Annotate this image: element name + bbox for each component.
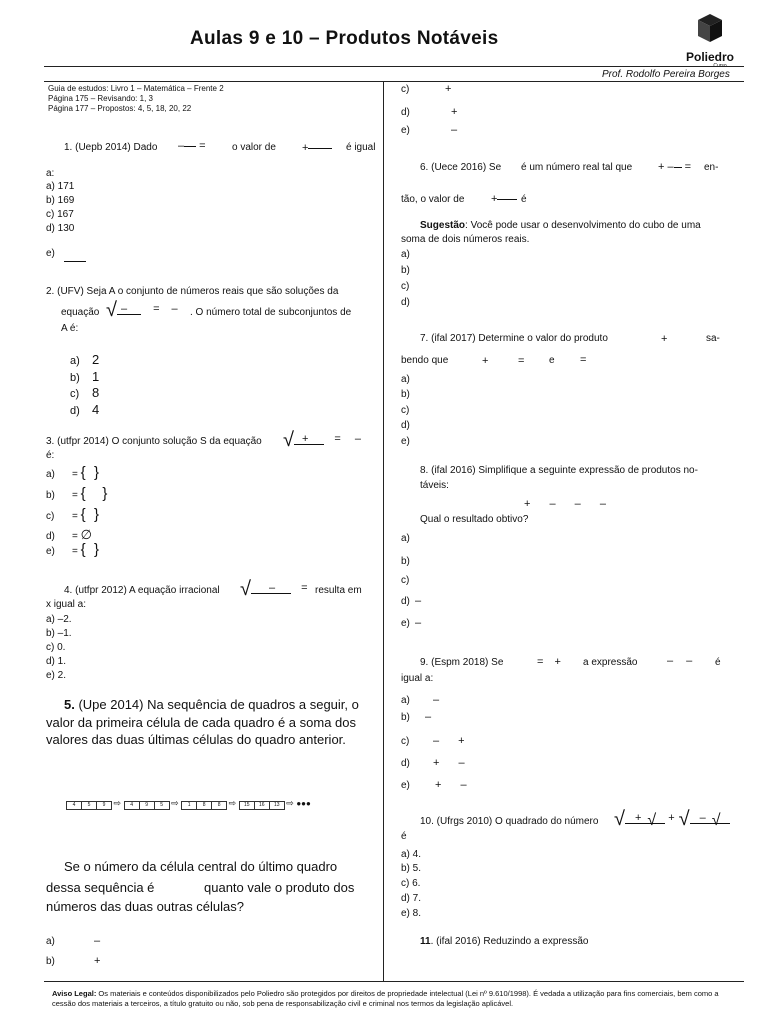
q7-expression-3: =	[518, 355, 525, 367]
q5-option-e: e) –	[401, 124, 458, 136]
q7-expression-2: +	[482, 355, 489, 367]
q8-line-3: Qual o resultado obtivo?	[420, 514, 529, 525]
q4-equation: √ – =	[240, 578, 308, 600]
q2-option-b: b) 1	[70, 368, 100, 384]
q9-expression-2: – –	[667, 655, 693, 667]
q9-option-a: a) –	[401, 694, 440, 706]
sqrt-icon: √	[106, 299, 117, 321]
q6-expression-2: +	[491, 193, 517, 205]
arrow-right-icon: ⇨	[113, 798, 122, 808]
q1-cont: a:	[46, 168, 55, 179]
q8-option-d: d) –	[401, 595, 422, 607]
guide-line-1: Guia de estudos: Livro 1 – Matemática – Frente 2	[48, 84, 224, 93]
q10-line-2: é	[401, 831, 407, 842]
q4-option-e: e) 2.	[46, 670, 67, 681]
q9-option-e: e) + –	[401, 779, 467, 791]
q1-option-e: e)	[46, 248, 55, 259]
q1-option-b: b) 169	[46, 195, 75, 206]
q8-line-1: 8. (ifal 2016) Simplifique a seguinte expressão de produtos no-	[420, 465, 698, 476]
q7-option-c: c)	[401, 405, 410, 416]
q6-hint-1: Sugestão: Você pode usar o desenvolvimento do cubo de uma	[420, 220, 701, 231]
arrow-right-icon: ⇨	[171, 798, 179, 808]
q7-line-1a: 7. (ifal 2017) Determine o valor do produto	[420, 333, 608, 344]
q7-line-2b: e	[549, 355, 555, 366]
q5-prompt-1: Se o número da célula central do último quadro	[64, 859, 338, 874]
author-line: Prof. Rodolfo Pereira Borges	[602, 69, 730, 80]
sequence-frame-2: 4 9 5	[124, 798, 169, 808]
q1-option-a: a) 171	[46, 181, 75, 192]
q10-option-b: b) 5.	[401, 863, 422, 874]
q7-expression-1: +	[661, 333, 668, 345]
q2-option-c: c) 8	[70, 385, 100, 400]
q8-option-c: c)	[401, 575, 410, 586]
sequence-frame-3: 1 8 8	[181, 798, 226, 808]
arrow-right-icon: ⇨	[228, 798, 237, 808]
q3-option-e: e) = { }	[46, 541, 99, 558]
q2-options	[70, 352, 99, 418]
q6-option-b: b)	[401, 265, 410, 276]
q10-option-c: c) 6.	[401, 878, 421, 889]
q7-line-1b: sa-	[706, 333, 720, 344]
q1-option-c: c) 167	[46, 209, 74, 220]
q3-line-1: 3. (utfpr 2014) O conjunto solução S da equação	[46, 436, 262, 447]
q3-option-c: c) = { }	[46, 506, 99, 523]
q10-expression: √ + √ + √ – √	[614, 809, 753, 831]
q4-option-b: b) –1.	[46, 628, 72, 639]
q6-option-c: c)	[401, 281, 410, 292]
q5-line-2: valor da primeira célula de cada quadro é a soma dos	[46, 715, 357, 730]
empty-set-icon: ∅	[80, 527, 92, 542]
q9-option-c: c) – +	[401, 735, 465, 747]
poliedro-logo	[680, 12, 740, 64]
q5-line-3: valores das duas últimas células do quadro anterior.	[46, 732, 346, 747]
sqrt-icon: √	[678, 808, 690, 830]
q4-line-1a: 4. (utfpr 2012) A equação irracional	[64, 585, 220, 596]
q4-line-2: x igual a:	[46, 599, 87, 610]
q9-line-1b: a expressão	[583, 657, 638, 668]
q8-option-e: e) –	[401, 617, 422, 629]
q6-line-1b: é um número real tal que	[521, 162, 633, 173]
q4-line-1b: resulta em	[315, 585, 362, 596]
q10-option-e: e) 8.	[401, 908, 422, 919]
sequence-frame-1: 4 5 9	[66, 798, 111, 808]
q7-option-b: b)	[401, 389, 410, 400]
arrow-right-icon: ⇨	[286, 798, 294, 808]
q7-expression-4: =	[580, 354, 587, 366]
q1-expression-1: – =	[178, 140, 206, 152]
q2-option-a: a) 2	[70, 352, 100, 367]
q6-line-2a: tão, o valor de	[401, 194, 465, 205]
q9-expression-1: = +	[537, 656, 561, 668]
legal-line-1: Os materiais e conteúdos disponibilizados pelo Poliedro são protegidos por direitos de propriedade intelectual (Lei nº 9.610/1998). É vedada a utilização para fins comerciais, bem como a	[96, 989, 719, 998]
q5-prompt-2b: quanto vale o produto dos	[204, 880, 355, 895]
q1-expression-2: +	[302, 142, 332, 154]
q10-line-1: 10. (Ufrgs 2010) O quadrado do número	[420, 816, 599, 827]
cube-logo-icon	[680, 12, 740, 46]
sqrt-icon: √	[283, 429, 294, 451]
q10-option-d: d) 7.	[401, 893, 422, 904]
q9-line-1c: é	[715, 657, 721, 668]
q6-option-a: a)	[401, 249, 410, 260]
q3-option-b: b) = { }	[46, 485, 108, 502]
q5-prompt-2a: dessa sequência é	[46, 880, 155, 895]
sqrt-icon: √	[614, 808, 625, 830]
q1-option-e-fraction	[64, 253, 86, 271]
q6-expression-1: + – =	[658, 161, 692, 173]
q2-line-3: A é:	[61, 323, 79, 334]
q5-option-c: c) +	[401, 83, 452, 95]
q2-line-2b: . O número total de subconjuntos de	[190, 307, 352, 318]
q5-line-1: 5. (Upe 2014) Na sequência de quadros a seguir, o	[64, 697, 359, 712]
q7-option-e: e)	[401, 436, 410, 447]
q5-option-a: a) –	[46, 935, 101, 947]
q2-option-d: d) 4	[70, 401, 100, 417]
sqrt-icon: √	[240, 578, 251, 600]
q6-line-1c: en-	[704, 162, 719, 173]
q9-option-d: d) + –	[401, 757, 465, 769]
page-title: Aulas 9 e 10 – Produtos Notáveis	[190, 28, 499, 49]
column-divider	[383, 81, 384, 981]
q3-equation: √ + = –	[283, 429, 361, 451]
q5-option-b: b) +	[46, 955, 101, 967]
guide-line-3: Página 177 – Propostos: 4, 5, 18, 20, 22	[48, 104, 192, 113]
q8-expression: + – – –	[524, 498, 606, 510]
q1-end: é igual	[346, 142, 376, 153]
q1-mid: o valor de	[232, 142, 276, 153]
q7-option-d: d)	[401, 420, 410, 431]
footer-rule	[44, 981, 744, 982]
legal-notice	[52, 989, 732, 1009]
q2-line-2a: equação	[61, 307, 100, 318]
q9-line-1a: 9. (Espm 2018) Se	[420, 657, 504, 668]
q9-line-2: igual a:	[401, 673, 434, 684]
q4-option-d: d) 1.	[46, 656, 67, 667]
logo-text: Poliedro	[685, 50, 734, 64]
legal-line-2: cessão dos materiais a terceiros, a título gratuito ou não, sob pena de responsabilização civil e criminal nos termos da legislação aplicável.	[52, 999, 514, 1008]
q4-option-a: a) –2.	[46, 614, 72, 625]
q1-option-d: d) 130	[46, 223, 75, 234]
ellipsis-icon: ●●●	[296, 799, 311, 808]
q5-sequence	[66, 798, 311, 810]
q5-option-d: d) +	[401, 106, 458, 118]
header-rule	[44, 66, 744, 67]
q8-option-b: b)	[401, 556, 410, 567]
q7-line-2a: bendo que	[401, 355, 449, 366]
q9-option-b: b) –	[401, 711, 432, 723]
legal-label: Aviso Legal:	[52, 989, 97, 998]
q3-line-2: é:	[46, 450, 55, 461]
q10-option-a: a) 4.	[401, 849, 422, 860]
q6-line-1a: 6. (Uece 2016) Se	[420, 162, 502, 173]
header-rule-2	[44, 81, 744, 82]
guide-line-2: Página 175 – Revisando: 1, 3	[48, 94, 153, 103]
q3-option-a: a) = { }	[46, 464, 99, 481]
q2-equation: √ – = –	[106, 299, 178, 321]
q6-option-d: d)	[401, 297, 410, 308]
sequence-frame-4: 15 16 13	[239, 798, 284, 808]
q5-prompt-3: números das duas outras células?	[46, 899, 245, 914]
q8-line-2: táveis:	[420, 480, 449, 491]
q2-line-1: 2. (UFV) Seja A o conjunto de números reais que são soluções da	[46, 286, 339, 297]
q6-line-2b: é	[521, 194, 527, 205]
q6-hint-2: soma de dois números reais.	[401, 234, 530, 245]
q11-line: 11. (ifal 2016) Reduzindo a expressão	[420, 936, 589, 947]
q8-option-a: a)	[401, 533, 410, 544]
q1-stem: 1. (Uepb 2014) Dado	[64, 142, 158, 153]
q4-option-c: c) 0.	[46, 642, 66, 653]
q7-option-a: a)	[401, 374, 410, 385]
q3-option-d: d) = ∅	[46, 527, 92, 542]
